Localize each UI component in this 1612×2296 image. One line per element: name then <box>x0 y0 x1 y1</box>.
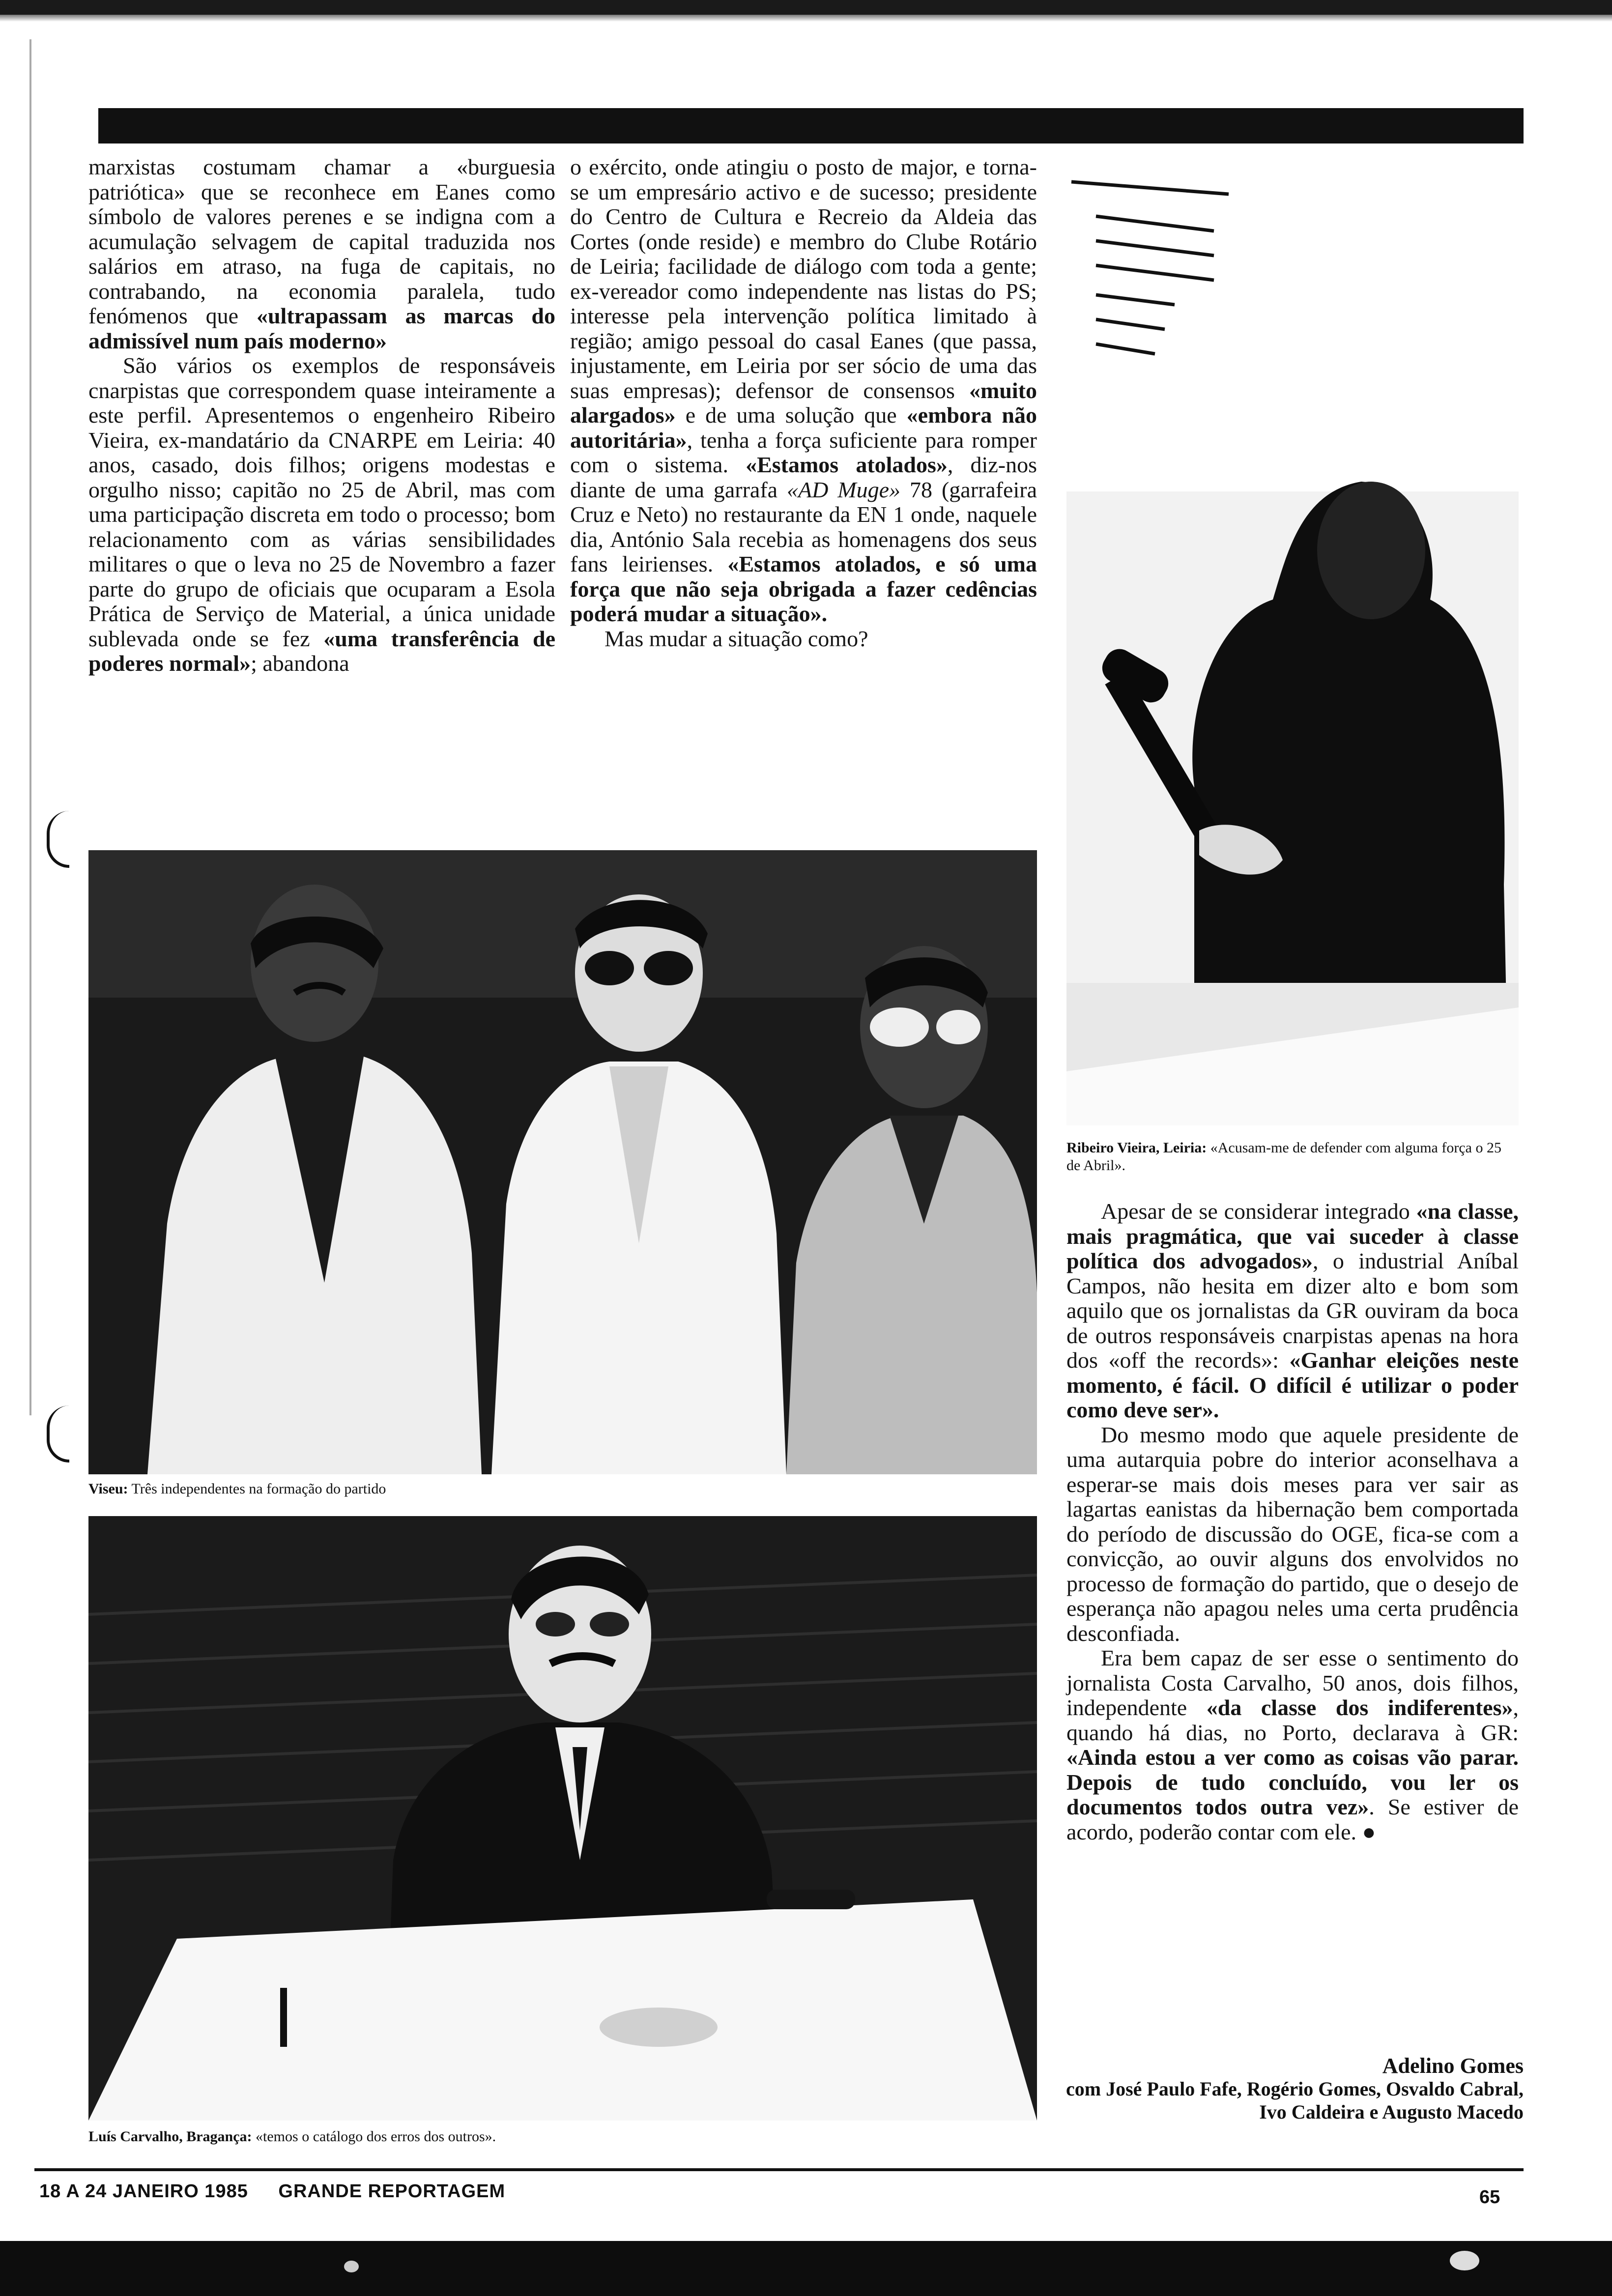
text-run: , o industrial Aníbal Campos, não hesita em dizer alto e bom som aquilo que os jornalistas da GR ouviram da boca de outros responsáveis cnarpistas apenas na hora dos «off the records»: <box>1066 1248 1519 1373</box>
caption-viseu-place: Viseu: <box>88 1481 128 1497</box>
text-run: ; abandona <box>251 651 349 676</box>
top-scan-edge <box>0 0 1612 15</box>
article-column-3 <box>1066 1199 1519 1844</box>
bold-quote: «ultrapassam as marcas do admissível num país moderno» <box>88 303 555 353</box>
caption-ribeiro-vieira <box>1066 1139 1519 1175</box>
caption-luis-carvalho-text: «temos o catálogo dos erros dos outros». <box>252 2128 496 2145</box>
text-run: , tenha a força suficiente para romper com o sistema. <box>570 427 1037 477</box>
bold-quote: «Estamos atolados, e só uma força que não seja obrigada a fazer cedências poderá mudar a situação». <box>570 551 1037 626</box>
photo-viseu-image <box>88 850 1037 1474</box>
text-run: São vários os exemplos de responsáveis cnarpistas que correspondem quase inteiramente a este perfil. Apresentemos o engenheiro Ribeiro Vieira, ex-mandatário da CNARPE em Leiria: 40 anos, casado, dois filhos; origens modestas e orgulho nisso; capitão no 25 de Abril, mas com uma participação discreta em todo o processo; bom relacionamento com as várias sensibilidades militares o que o leva no 25 de Novembro a fazer parte do grupo de oficiais que ocuparam a Esola Prática de Serviço de Material, a única unidade sublevada onde se fez <box>88 353 555 651</box>
paragraph <box>570 627 1037 652</box>
paragraph <box>88 155 555 353</box>
page-number: 65 <box>1479 2187 1500 2208</box>
text-run: Apesar de se considerar integrado <box>1101 1199 1416 1224</box>
photo-luis-carvalho <box>88 1516 1037 2121</box>
byline-author: Adelino Gomes <box>1382 2054 1524 2078</box>
photo-luis-carvalho-image <box>88 1516 1037 2121</box>
binding-line <box>29 39 31 1415</box>
paragraph <box>88 353 555 676</box>
text-run: 78 (garrafeira Cruz e Neto) no restaurante da EN 1 onde, naquele dia, António Sala recebia as homenagens dos seus fans leirienses. <box>570 477 1037 576</box>
byline <box>1042 2054 1524 2124</box>
article-column-1 <box>88 155 555 676</box>
text-run: Do mesmo modo que aquele presidente de uma autarquia pobre do interior aconselhava a esperar-se mais dois meses para ver sair as lagartas eanistas da hibernação bem comportada do período de discussão do OGE, fica-se com a convicção, ao ouvir alguns dos envolvidos no processo de formação do partido, que o desejo de esperança não apagou neles uma certa prudência desconfiada. <box>1066 1422 1519 1646</box>
caption-luis-carvalho-subject: Luís Carvalho, Bragança: <box>88 2128 252 2145</box>
article-column-2 <box>570 155 1037 651</box>
footer-rule <box>34 2168 1524 2171</box>
caption-viseu-text: Três independentes na formação do partido <box>128 1481 386 1497</box>
page-footer <box>39 2181 530 2202</box>
header-rule <box>98 108 1524 144</box>
caption-ribeiro-vieira-subject: Ribeiro Vieira, Leiria: <box>1066 1140 1207 1156</box>
margin-bracket <box>47 1406 69 1463</box>
text-run: e de uma solução que <box>675 402 907 428</box>
bold-quote: «muito alargados» <box>570 377 1037 428</box>
text-run: o exército, onde atingiu o posto de major, e torna-se um empresário activo e de sucesso; presidente do Centro de Cultura e Recreio da Aldeia das Cortes (onde reside) e membro do Clube Rotário de Leiria; facilidade de diálogo com toda a gente; ex-vereador como independente nas listas do PS; interesse pela intervenção política limitado à região; amigo pessoal do casal Eanes (que passa, injustamente, em Leiria por ser sócio de uma das suas empresas); defensor de consensos <box>570 154 1037 403</box>
bold-quote: «Estamos atolados» <box>746 452 948 477</box>
margin-bracket <box>47 811 69 868</box>
photo-viseu <box>88 850 1037 1474</box>
bold-quote: «uma transferência de poderes normal» <box>88 626 555 676</box>
text-run: . Se estiver de acordo, poderão contar com ele. ● <box>1066 1794 1519 1844</box>
caption-ribeiro-vieira-text: «Acusam-me de defender com alguma força o 25 de Abril». <box>1066 1140 1501 1174</box>
caption-luis-carvalho <box>88 2128 1022 2146</box>
bottom-scan-edge <box>0 2241 1612 2296</box>
publication-name: GRANDE REPORTAGEM <box>278 2181 506 2202</box>
italic-text: «AD Muge» <box>787 477 901 502</box>
bold-quote: «na classe, mais pragmática, que vai suceder à classe política dos advogados» <box>1066 1199 1519 1273</box>
text-run: , quando há dias, no Porto, declarava à GR: <box>1066 1695 1519 1745</box>
paragraph <box>1066 1199 1519 1423</box>
photo-ribeiro-vieira-image <box>1066 147 1519 1125</box>
bold-quote: «da classe dos indiferentes» <box>1206 1695 1513 1720</box>
text-run: Mas mudar a situação como? <box>604 626 868 651</box>
scan-blot <box>1450 2251 1479 2270</box>
issue-dates: 18 A 24 JANEIRO 1985 <box>39 2181 248 2202</box>
bold-quote: «Ganhar eleições neste momento, é fácil. O difícil é utilizar o poder como deve ser». <box>1066 1348 1519 1422</box>
caption-viseu <box>88 1480 1022 1498</box>
paragraph <box>570 155 1037 627</box>
paragraph <box>1066 1646 1519 1844</box>
scan-blot <box>344 2261 359 2272</box>
text-run: Era bem capaz de ser esse o sentimento do jornalista Costa Carvalho, 50 anos, dois filhos, independente <box>1066 1645 1519 1720</box>
text-run: , diz-nos diante de uma garrafa <box>570 452 1037 502</box>
text-run: marxistas costumam chamar a «burguesia patriótica» que se reconhece em Eanes como símbolo de valores perenes e se indigna com a acumulação selvagem de capital traduzida nos salários em atraso, na fuga de capitais, no contrabando, na economia paralela, tudo fenómenos que <box>88 154 555 328</box>
paragraph <box>1066 1423 1519 1646</box>
bold-quote: «Ainda estou a ver como as coisas vão parar. Depois de tudo concluído, vou ler os documentos todos outra vez» <box>1066 1745 1519 1819</box>
photo-ribeiro-vieira <box>1066 147 1519 1125</box>
bold-quote: «embora não autoritária» <box>570 402 1037 453</box>
byline-collaborators: com José Paulo Fafe, Rogério Gomes, Osvaldo Cabral, Ivo Caldeira e Augusto Macedo <box>1066 2078 1524 2123</box>
top-scan-shadow <box>0 15 1612 22</box>
